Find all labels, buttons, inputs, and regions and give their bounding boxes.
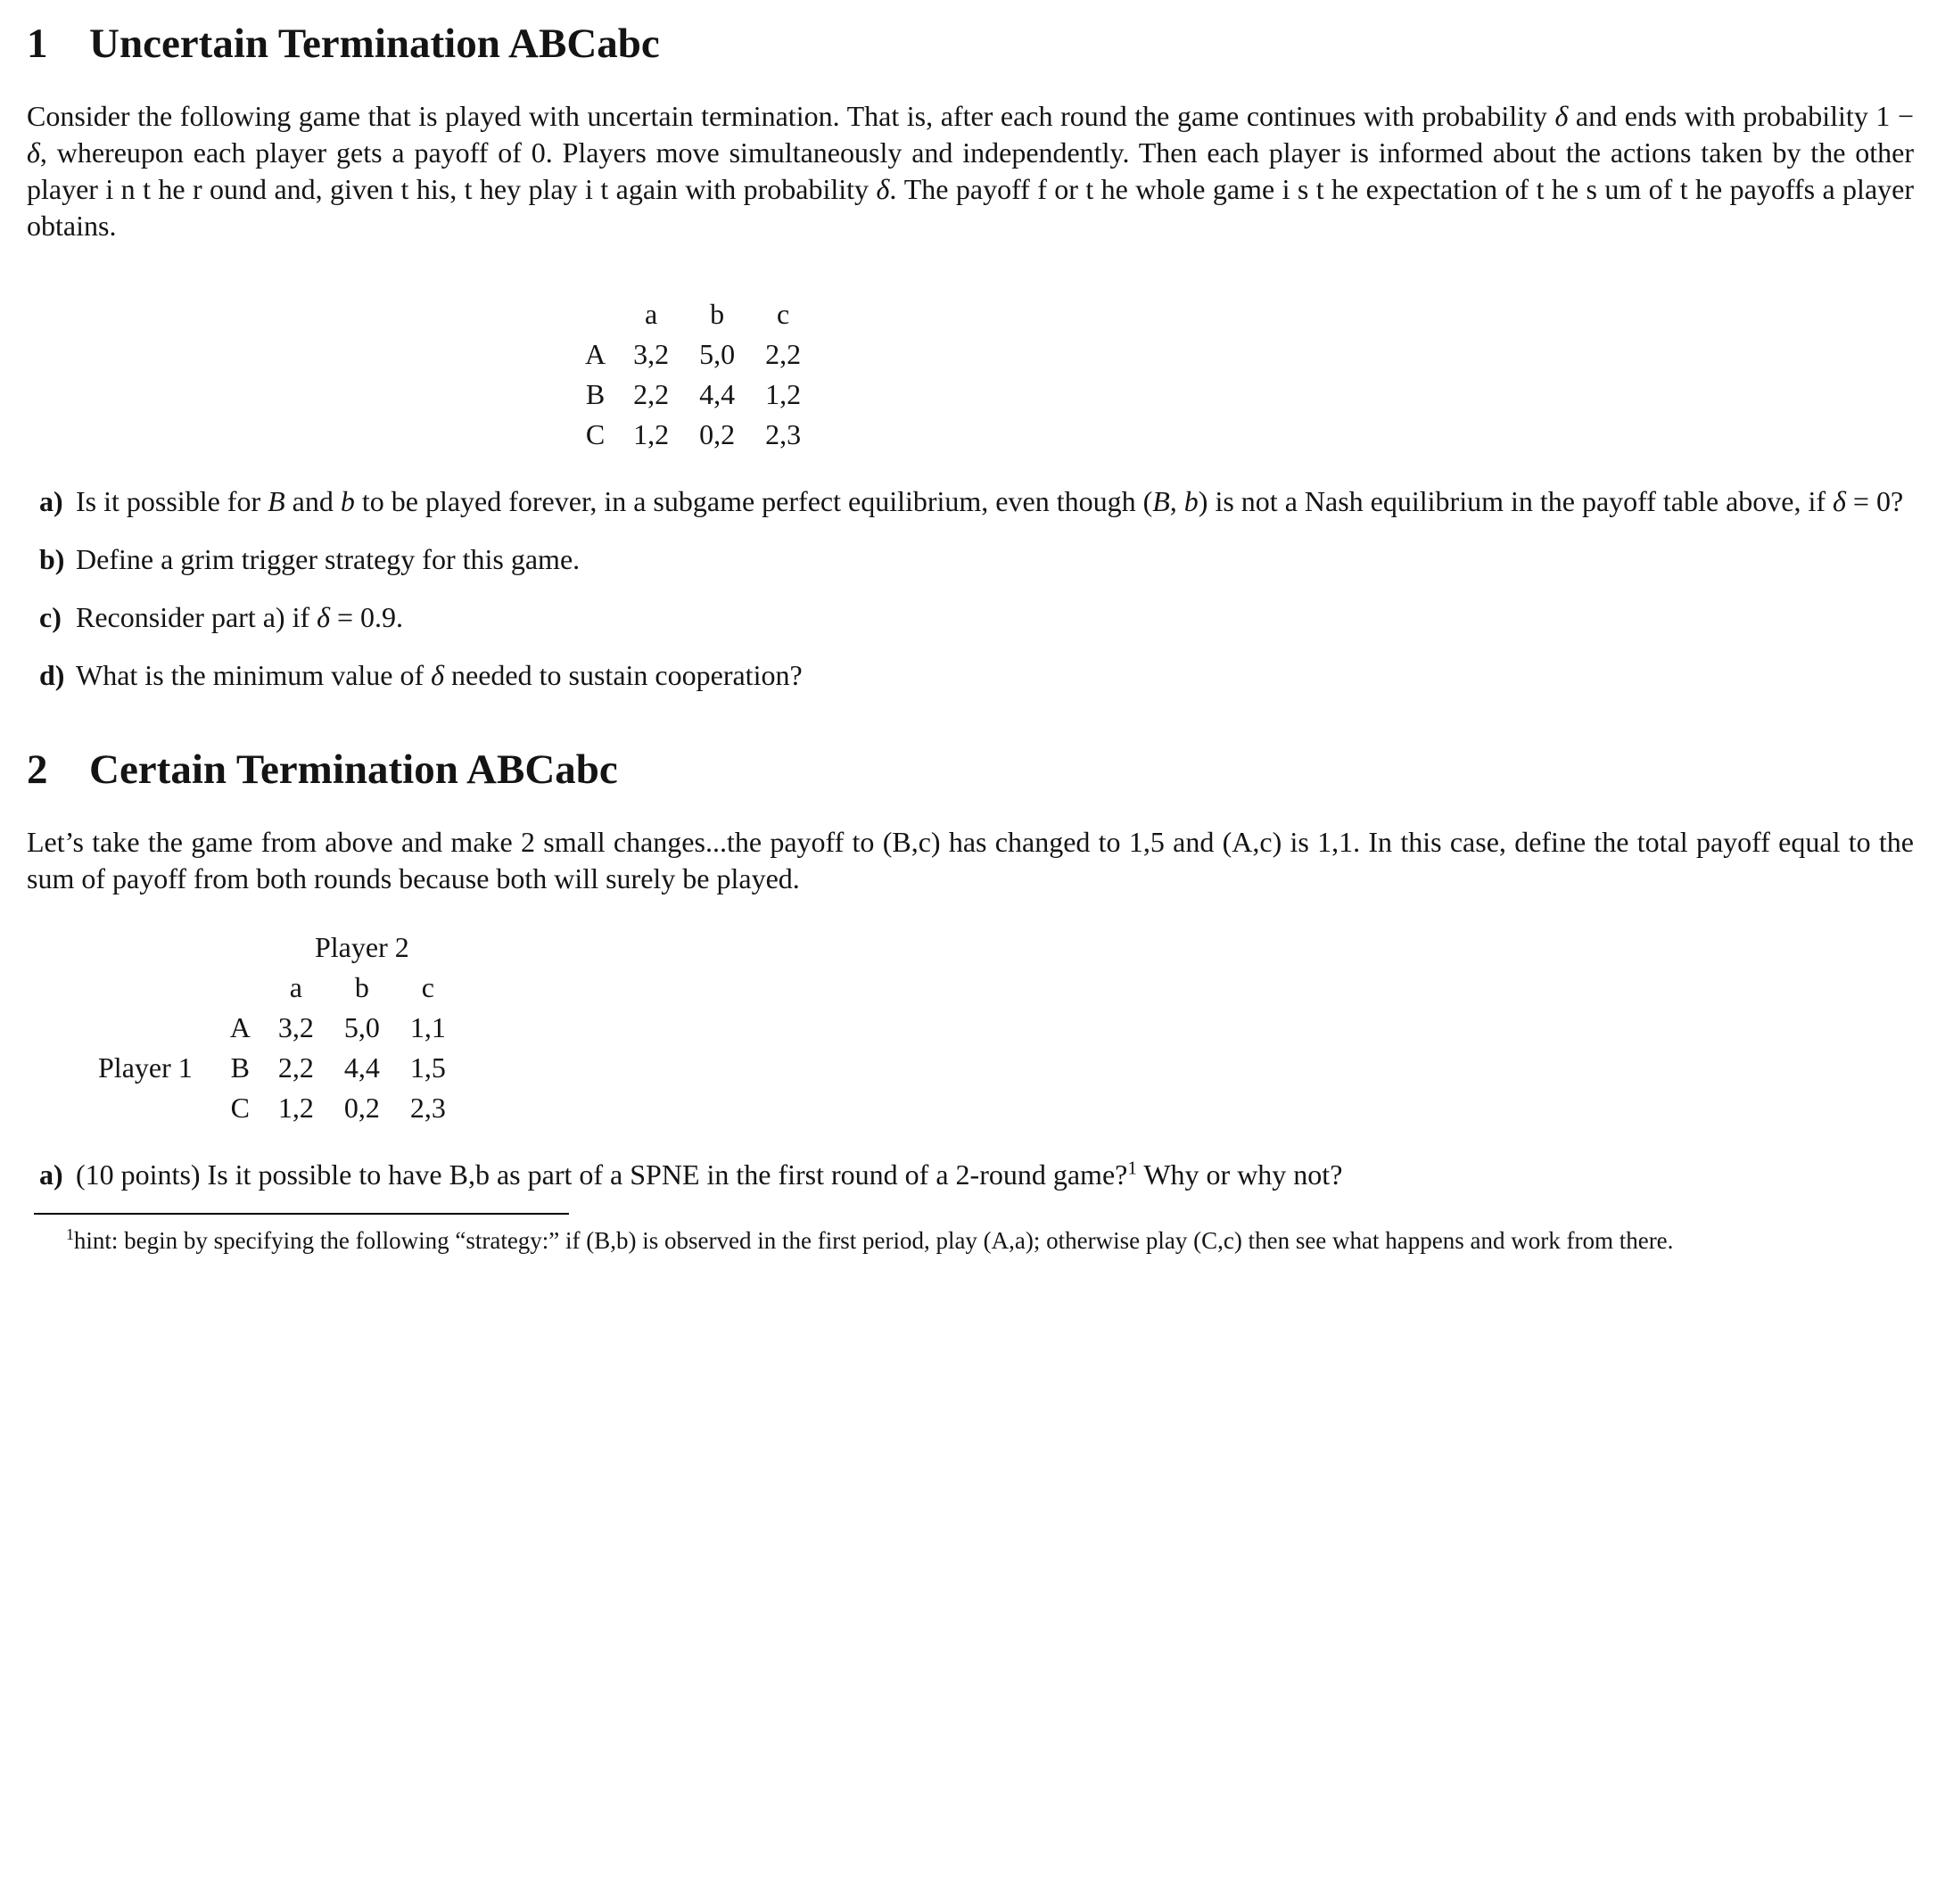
payoff-cell: 1,2 [633,418,670,450]
table-2-row-label: A [229,1011,251,1043]
section-1-title: Uncertain Termination ABCabc [89,21,660,67]
question-item-1d [27,657,1914,694]
table-1-header-row [573,294,816,334]
payoff-cell: 5,0 [699,338,736,370]
table-2-row-A [91,1008,461,1048]
section-1-heading [27,18,1914,70]
section-1-intro-paragraph: Consider the following game that is played with uncertain termination. That is, after each round the game continues with probability δ and ends with probability 1 − δ, whereupon each player gets a payoff of 0. Players move simultaneously and independently. Then each player is informed about the actions taken by the other player i n t he r ound and, given t his, t hey play i t again with probability δ. The payoff f or t he whole game i s t he expectation of t he s um of t he payoffs a player obtains. [27,100,1915,242]
footnote-rule [34,1213,569,1215]
section-2-intro-paragraph: Let’s take the game from above and make 2 small changes...the payoff to (B,c) has changed to 1,5 and (A,c) is 1,1. In this case, define the total payoff equal to the sum of payoff from both rounds because both will surely be played. [27,826,1914,894]
table-2-row-label: C [230,1092,250,1124]
payoff-cell: 3,2 [633,338,670,370]
table-1-row-label: B [585,378,606,410]
table-2-col-header-c: c [421,971,434,1003]
table-2-spacer-cell [91,968,218,1008]
payoff-cell: 2,3 [765,418,802,450]
section-2-number: 2 [27,746,48,793]
table-2-row-B [91,1048,461,1088]
table-2-row-label: B [230,1051,250,1084]
question-text: (10 points) Is it possible to have B,b as part of a SPNE in the first round of a 2-round game?$^1$ Why or why not? [76,1157,1343,1191]
payoff-cell: 1,5 [409,1051,446,1084]
table-2-player2-row [91,927,461,968]
player-1-label: Player 1 [98,1051,193,1084]
table-1-row-C [573,415,816,455]
table-2-spacer-cell [91,1088,218,1128]
payoff-cell: 2,3 [409,1092,446,1124]
payoff-cell: 1,1 [409,1011,446,1043]
question-item-1a [27,483,1914,520]
table-1-col-header-a: a [645,298,658,330]
section-2-title: Certain Termination ABCabc [89,746,618,793]
section-1-question-list [27,483,1914,694]
payoff-cell: 5,0 [343,1011,380,1043]
payoff-cell: 2,2 [765,338,802,370]
question-label: d) [39,659,65,691]
payoff-cell: 0,2 [343,1092,380,1124]
payoff-cell: 2,2 [633,378,670,410]
table-1-row-A [573,334,816,375]
table-2-spacer-cell [218,927,263,968]
table-2-corner-cell [218,968,263,1008]
section-2-question-list [27,1157,1914,1193]
payoff-cell: 3,2 [277,1011,314,1043]
table-1-row-label: A [585,338,606,370]
table-2-header-row [91,968,461,1008]
payoff-cell: 0,2 [699,418,736,450]
question-item-1c [27,599,1914,636]
table-1-row-B [573,375,816,415]
question-label: a) [39,1158,63,1191]
payoff-cell: 1,2 [765,378,802,410]
payoff-cell: 4,4 [343,1051,380,1084]
question-text: Is it possible for B and b to be played forever, in a subgame perfect equilibrium, even though (B, b) is not a Nash equilibrium in the payoff table above, if δ = 0? [76,485,1904,517]
table-1-col-header-b: b [710,298,725,330]
question-text: Define a grim trigger strategy for this game. [76,543,581,575]
player-2-label: Player 2 [314,931,409,963]
question-text: What is the minimum value of δ needed to sustain cooperation? [76,659,803,691]
table-2-spacer-cell [91,1008,218,1048]
table-1-col-header-c: c [777,298,790,330]
section-1-number: 1 [27,21,48,67]
question-label: b) [39,543,65,575]
table-2-row-C [91,1088,461,1128]
payoff-table-2 [91,927,461,1128]
payoff-cell: 2,2 [277,1051,314,1084]
question-label: c) [39,601,62,633]
payoff-cell: 4,4 [699,378,736,410]
question-label: a) [39,485,63,517]
payoff-table-1-wrapper [573,294,1914,455]
payoff-table-2-wrapper [91,927,1914,1128]
table-1-corner-cell [573,294,618,334]
payoff-cell: 1,2 [277,1092,314,1124]
question-item-2a [27,1157,1914,1193]
payoff-table-1 [573,294,816,455]
footnote-area [27,1213,1914,1258]
section-2-heading [27,744,1914,795]
table-1-row-label: C [585,418,606,450]
table-2-col-header-a: a [289,971,302,1003]
table-2-spacer-cell [91,927,218,968]
footnote-text: $^1$hint: begin by specifying the following “strategy:” if (B,b) is observed in the first period, play (A,a); otherwise play (C,c) then see what happens and work from there. [66,1225,1674,1254]
question-item-1b [27,541,1914,578]
table-2-col-header-b: b [354,971,369,1003]
question-text: Reconsider part a) if δ = 0.9. [76,601,404,633]
